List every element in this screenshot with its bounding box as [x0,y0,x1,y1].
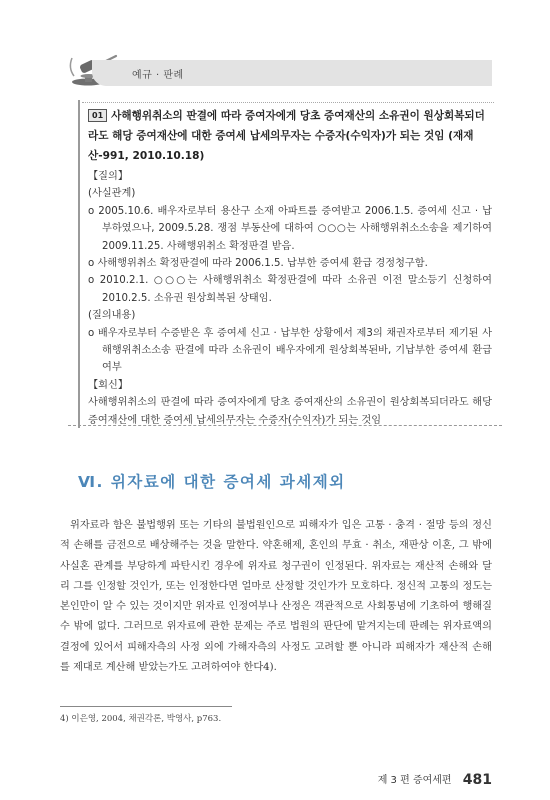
page-number: 481 [462,772,492,788]
footnote: 4) 이은영, 2004, 채권각론, 박영사, p763. [60,714,222,724]
case-line: 사해행위취소의 판결에 따라 증여자에게 당초 증여재산의 소유권이 원상회복되더라도 해당 증여재산에 대한 증여세 납세의무자는 수증자(수익자)가 되는 것임 [88,397,492,426]
case-body [88,168,492,429]
case-line: 【회신】 [88,379,129,391]
header-tab [92,60,492,86]
footnote-divider [60,706,232,707]
case-line: o 2005.10.6. 배우자로부터 용산구 소재 아파트를 증여받고 2006.1.5. 증여세 신고 · 납부하였으나, 2009.5.28. 쟁점 부동산에 대하여 ○○○는 사해행위취소소송을 제기하여 2009.11.25. 사해행위취소 확정판결 받음. [88,205,492,252]
body-paragraph: 위자료라 함은 불법행위 또는 기타의 불법원인으로 피해자가 입은 고통 · 충격 · 절망 등의 정신적 손해를 금전으로 배상해주는 것을 말한다. 약혼해제, 혼인의 무효 · 취소, 재판상 이혼, 그 밖에 사실혼 관계를 부당하게 파탄시킨 경우에 위자료 청구권이 인정된다. 위자료는 재산적 손해와 달리 그를 인정할 것인가, 또는 인정한다면 얼마로 산정할 것인가가 모호하다. 정신적 고통의 정도는 본인만이 알 수 있는 것이지만 위자료 인정여부나 산정은 객관적으로 사회통념에 기초하여 행해질 수 밖에 없다. 그러므로 위자료에 관한 문제는 주로 법원의 판단에 맡겨지는데 판례는 위자료액의 결정에 있어서 피해자측의 사정 외에 가해자측의 사정도 고려할 뿐 아니라 피해자가 재산적 손해를 제대로 계산해 받았는가도 고려하여야 한다4). [60,520,492,674]
case-line: o 2010.2.1. ○○○는 사해행위취소 확정판결에 따라 소유권 이전 말소등기 신청하여 2010.2.5. 소유권 원상회복된 상태임. [88,275,492,304]
header-label: 예규 · 판례 [132,70,184,81]
footer-chapter: 증여세편 [412,775,452,786]
footer-part: 제 3 편 [377,775,410,786]
case-number-badge: 01 [88,109,107,122]
case-title-text: 사해행위취소의 판결에 따라 증여자에게 당초 증여재산의 소유권이 원상회복되더라도 해당 증여재산에 대한 증여세 납세의무자는 수증자(수익자)가 되는 것임 (재재산-991, 2010.10.18) [88,110,485,162]
case-line: o 사해행위취소 확정판결에 따라 2006.1.5. 납부한 증여세 환급 경정청구함. [88,258,428,270]
case-line: 【질의】 [88,171,129,182]
page-footer [378,771,492,788]
case-line: o 배우자로부터 수증받은 후 증여세 신고 · 납부한 상황에서 제3의 채권자로부터 제기된 사해행위취소소송 판결에 따라 소유권이 배우자에게 원상회복된바, 기납부한 증여세 환급 여부 [88,327,492,374]
case-box-divider-top [82,102,494,103]
case-title [88,106,488,166]
section-title: Ⅵ. 위자료에 대한 증여세 과세제외 [78,473,346,491]
case-line: (사실관계) [88,188,136,200]
case-line: (질의내용) [88,310,136,322]
